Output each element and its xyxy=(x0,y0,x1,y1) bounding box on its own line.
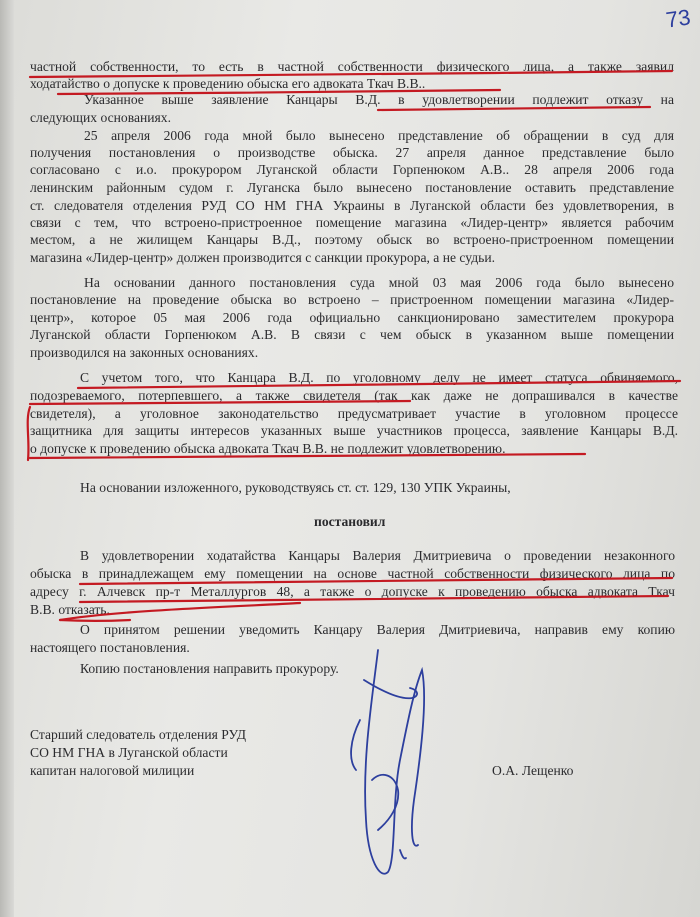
text-line: В удовлетворении ходатайства Канцары Валерия Дмитриевича о проведении незаконного xyxy=(80,548,675,563)
text-line: частной собственности, то есть в частной собственности физического лица, а также заявил xyxy=(30,59,674,74)
text-line: защитника для защиты интересов указанных выше участников процесса, заявление Канцары В.Д. xyxy=(30,423,678,438)
text-line: С учетом того, что Канцара В.Д. по уголовному делу не имеет статуса обвиняемого, xyxy=(80,370,678,385)
text-line: согласовано с и.о. прокурором Луганской области Горпенюком А.В.. 28 апреля 2006 года xyxy=(30,162,674,177)
text-line: магазина «Лидер-центр» должен производится с санкции прокурора, а не судьи. xyxy=(30,250,496,265)
text-line: ст. следователя отделения РУД СО НМ ГНА Украины в Луганской области без удовлетворения, в xyxy=(30,198,674,213)
red-underline xyxy=(378,107,650,110)
text-line: постановление на проведение обыска во встроено – пристроенном помещении магазина «Лидер- xyxy=(30,292,674,307)
text-line: производился на законных основаниях. xyxy=(30,345,259,360)
text-line: Луганской области Горпенюком А.В. В связи с чем обыск в указанном выше помещении xyxy=(30,327,674,342)
text-line: адресу г. Алчевск пр-т Металлургов 48, а также о допуске к проведению обыска адвоката Ткач xyxy=(30,584,675,599)
text-line: следующих основаниях. xyxy=(30,110,171,125)
red-underline xyxy=(80,596,668,602)
text-line: о допуске к проведению обыска адвоката Ткач В.В. не подлежит удовлетворению. xyxy=(30,441,506,456)
red-underline xyxy=(60,603,300,620)
signer-title: Старший следователь отделения РУД xyxy=(30,727,246,742)
red-underline xyxy=(30,401,410,404)
text-line: свидетеля), а уголовное законодательство предусматривает участие в уголовном процессе xyxy=(30,406,678,421)
signer-name: О.А. Лещенко xyxy=(492,763,574,778)
heading-postanovil: постановил xyxy=(314,514,386,529)
text-line: О принятом решении уведомить Канцару Валерия Дмитриевича, направив ему копию xyxy=(80,622,675,637)
text-line: 25 апреля 2006 года мной было вынесено представление об обращении в суд для xyxy=(84,128,674,143)
text-line: получения постановления о производстве обыска. 27 апреля данное представление было xyxy=(30,145,674,160)
red-underline xyxy=(60,620,130,621)
text-line: Указанное выше заявление Канцары В.Д. в удовлетворении подлежит отказу на xyxy=(84,92,674,107)
signature-stroke xyxy=(351,720,360,770)
text-line: обыска в принадлежащем ему помещении на основе частной собственности физического лица по xyxy=(30,566,675,581)
text-line: ленинским районным судом г. Луганска было вынесено постановление оставить представление xyxy=(30,180,674,195)
signature-stroke xyxy=(365,650,424,874)
text-line: Копию постановления направить прокурору. xyxy=(80,661,339,676)
text-line: местом, а не жилищем Канцары В.Д., поэтому обыск во встроено-пристроенном помещении xyxy=(30,232,674,247)
text-line: В.В. отказать. xyxy=(30,602,110,617)
handwritten-page-number: 73 xyxy=(664,4,693,33)
red-underlines xyxy=(28,71,680,621)
text-line: настоящего постановления. xyxy=(30,640,190,655)
red-underline xyxy=(80,578,672,584)
signature-stroke xyxy=(400,850,406,859)
red-underline xyxy=(30,71,672,77)
signer-rank: капитан налоговой милиции xyxy=(30,763,195,778)
text-line: ходатайство о допуске к проведению обыска его адвоката Ткач В.В.. xyxy=(30,76,426,91)
text-line: связи с тем, что встроено-пристроенное помещение магазина «Лидер-центр» является рабочим xyxy=(30,215,674,230)
text-line: На основании изложенного, руководствуясь ст. ст. 129, 130 УПК Украины, xyxy=(80,480,511,495)
red-underline xyxy=(58,90,500,94)
red-underline xyxy=(30,454,585,458)
red-underline xyxy=(28,407,30,460)
text-line: подозреваемого, потерпевшего, а также свидетеля (так как даже не допрашивался в качестве xyxy=(30,388,678,403)
blue-signature xyxy=(351,650,424,874)
text-line: На основании данного постановления суда мной 03 мая 2006 года было вынесено xyxy=(84,275,674,290)
text-line: центр», которое 05 мая 2006 года официально санкционировано заместителем прокурора xyxy=(30,310,674,325)
signer-department: СО НМ ГНА в Луганской области xyxy=(30,745,228,760)
red-underline xyxy=(78,381,680,388)
